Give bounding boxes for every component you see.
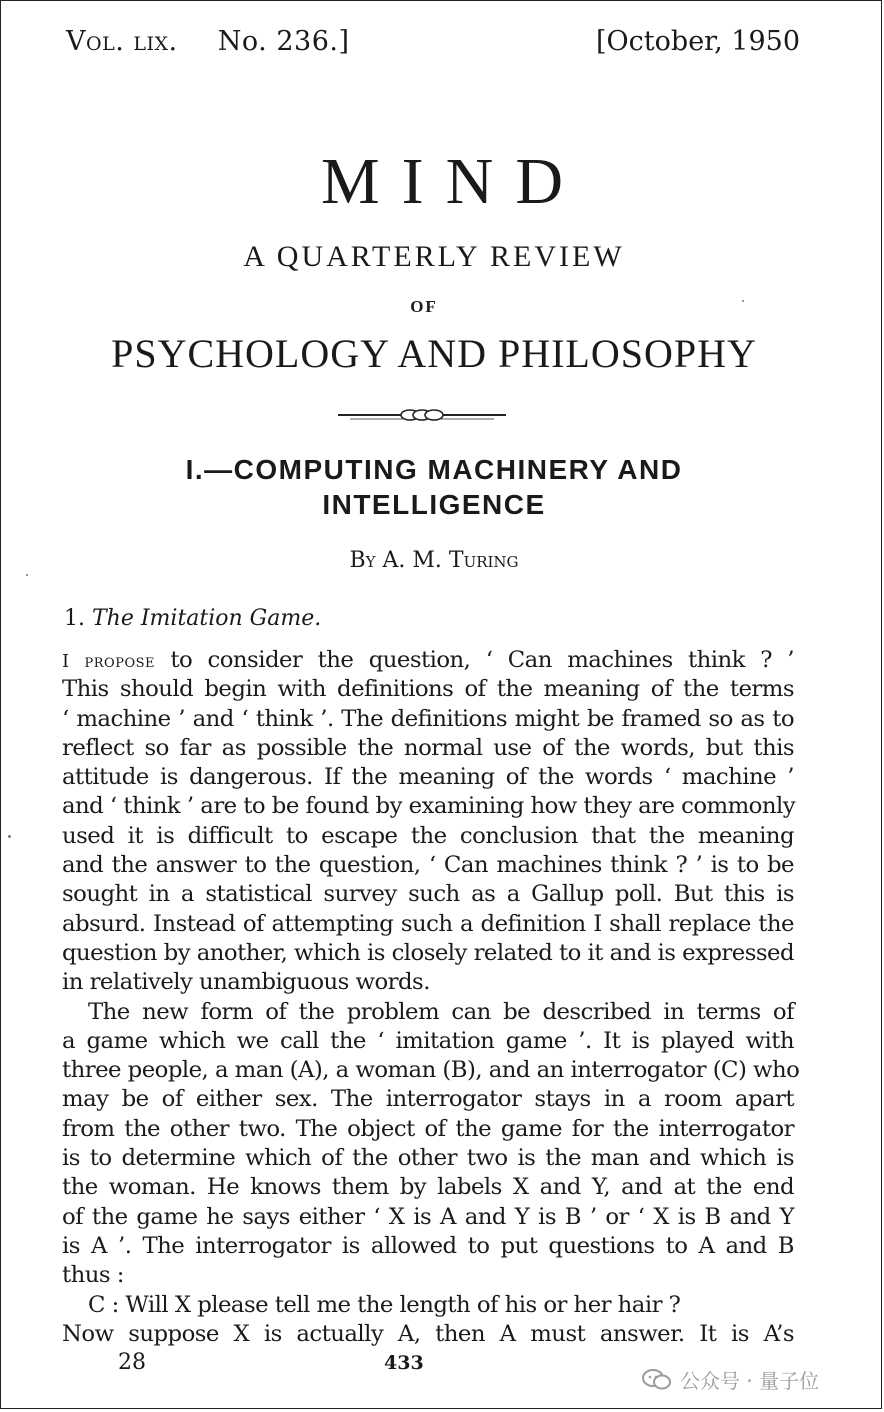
signature-mark: 28 <box>118 1350 146 1375</box>
volume-number <box>66 26 350 57</box>
journal-disciplines: PSYCHOLOGY AND PHILOSOPHY <box>111 331 757 376</box>
article-title-line-1: I.—COMPUTING MACHINERY AND <box>185 454 683 485</box>
paragraph-3 <box>62 1320 794 1349</box>
text-line: the woman. He knows them by labels X and Y, and at the end <box>62 1174 794 1201</box>
section-title: The Imitation Game. <box>92 606 322 631</box>
article-title <box>0 452 868 522</box>
speck <box>8 835 11 838</box>
text-line: is to determine which of the other two is the man and which is <box>62 1145 794 1172</box>
text-line: is A ’. The interrogator is allowed to put questions to A and B <box>62 1232 794 1259</box>
text-line: used it is difficult to escape the conclusion that the meaning <box>62 822 794 849</box>
text-line: This should begin with definitions of the meaning of the terms <box>62 676 794 703</box>
text-line: in relatively unambiguous words. <box>62 969 430 996</box>
text-line: three people, a man (A), a woman (B), and an interrogator (C) who <box>62 1057 800 1084</box>
section-heading <box>64 606 321 631</box>
journal-title: MIND <box>321 145 585 218</box>
text-line: and ‘ think ’ are to be found by examining how they are commonly <box>62 793 796 820</box>
ornament-divider <box>338 405 506 425</box>
text-line: thus : <box>62 1262 124 1289</box>
text-line: I propose to consider the question, ‘ Can machines think ? ’ <box>62 647 794 673</box>
text-line: question by another, which is closely related to it and is expressed <box>62 939 794 966</box>
text-line: C : Will X please tell me the length of his or her hair ? <box>88 1291 681 1318</box>
volume-label: Vol. lix. <box>66 26 178 57</box>
text-line: from the other two. The object of the game for the interrogator <box>62 1115 794 1142</box>
text-line: attitude is dangerous. If the meaning of the words ‘ machine ’ <box>62 764 794 791</box>
journal-subtitle: A QUARTERLY REVIEW <box>243 240 625 273</box>
watermark <box>642 1365 819 1394</box>
issue-date: [October, 1950 <box>596 26 800 57</box>
watermark-text: 公众号 · 量子位 <box>680 1369 820 1393</box>
text-line: Now suppose X is actually A, then A must answer. It is A’s <box>62 1320 794 1347</box>
text-line: absurd. Instead of attempting such a definition I shall replace the <box>62 910 794 937</box>
lead-words: I propose <box>62 651 155 672</box>
text-line: ‘ machine ’ and ‘ think ’. The definitions might be framed so as to <box>62 705 794 732</box>
journal-of: OF <box>410 297 438 316</box>
text-line: reflect so far as possible the normal use of the words, but this <box>62 734 794 761</box>
section-number: 1. <box>64 606 85 631</box>
text-line: and the answer to the question, ‘ Can machines think ? ’ is to be <box>62 852 794 879</box>
text-line: of the game he says either ‘ X is A and Y is B ’ or ‘ X is B and Y <box>62 1203 794 1230</box>
paragraph-2 <box>62 998 800 1291</box>
text-line: a game which we call the ‘ imitation game ’. It is played with <box>62 1027 794 1054</box>
speck <box>26 574 28 576</box>
issue-number: No. 236.] <box>217 26 350 57</box>
speck <box>742 300 744 302</box>
article-title-line-2: INTELLIGENCE <box>322 489 546 520</box>
paragraph-1 <box>62 646 794 998</box>
article-body <box>62 646 800 1349</box>
wechat-icon <box>642 1369 672 1391</box>
dialogue-line <box>62 1291 794 1320</box>
text-line: The new form of the problem can be described in terms of <box>88 998 794 1025</box>
article-author: By A. M. Turing <box>349 548 519 573</box>
page-number: 433 <box>384 1352 424 1374</box>
text-line: may be of either sex. The interrogator stays in a room apart <box>62 1086 794 1113</box>
text-line: sought in a statistical survey such as a Gallup poll. But this is <box>62 881 794 908</box>
